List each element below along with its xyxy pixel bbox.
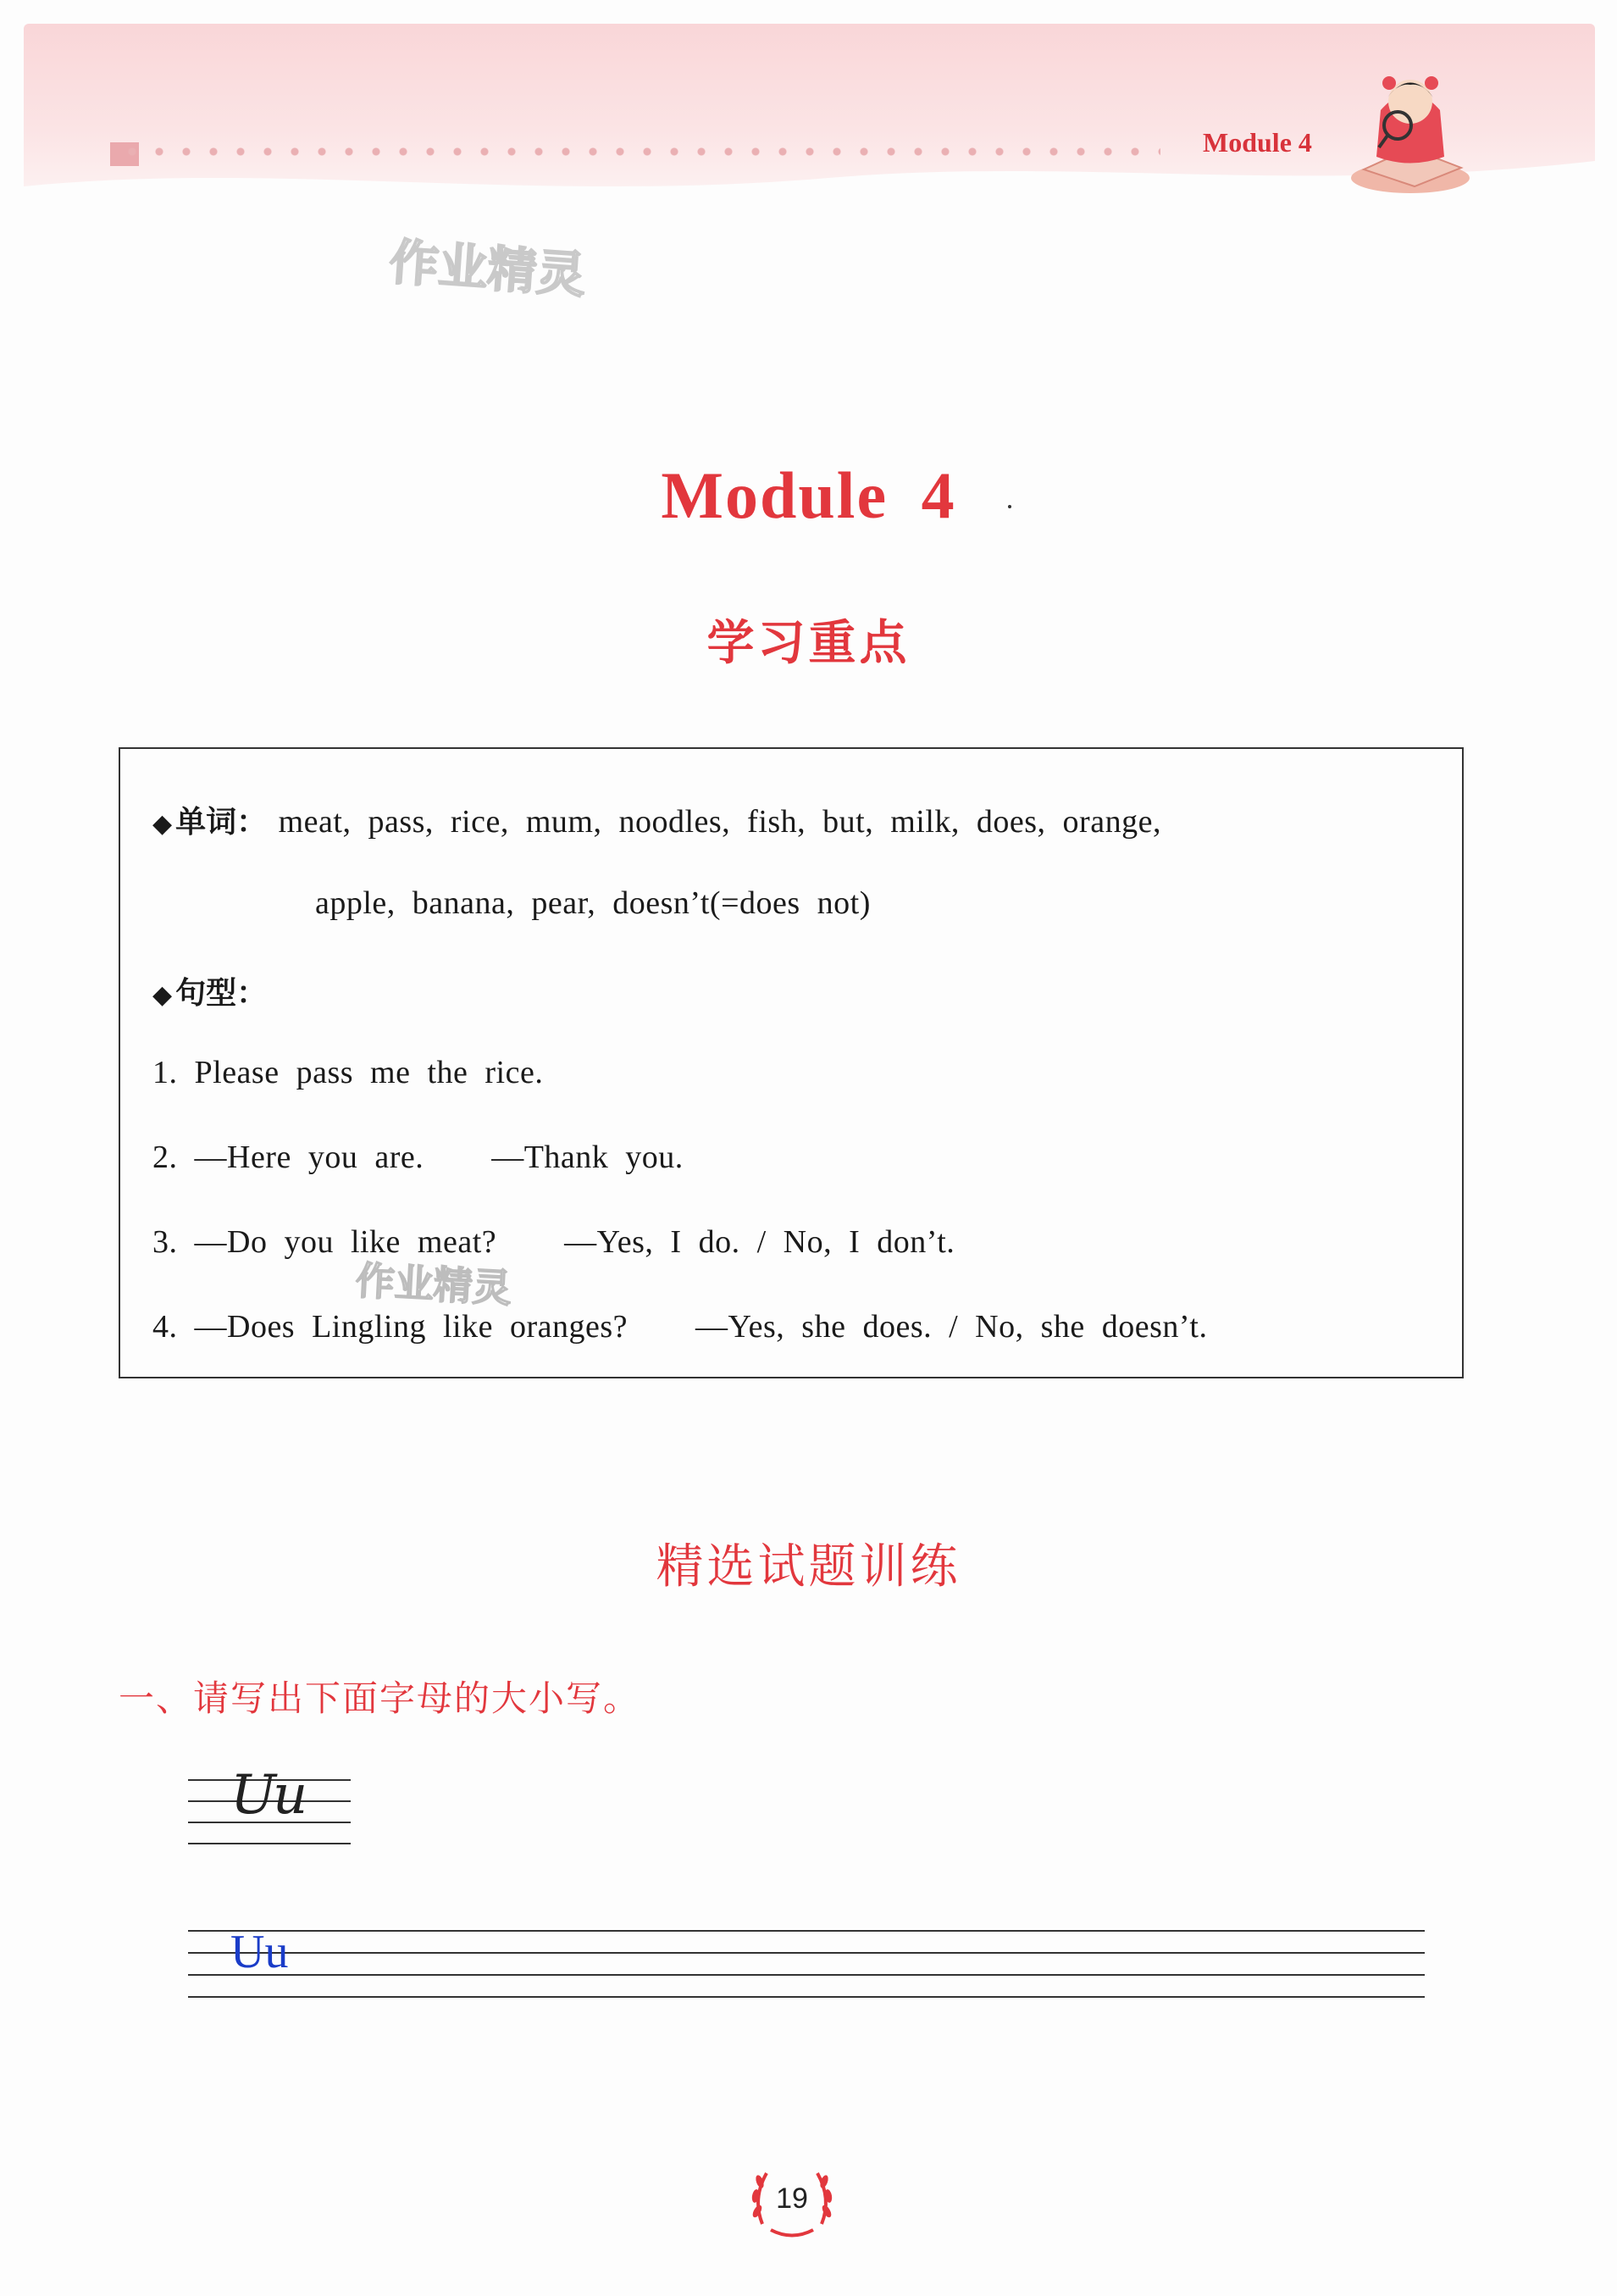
page-title: Module 4 (661, 458, 956, 532)
key-points-box (119, 747, 1464, 1378)
words-label: 单词 (175, 805, 237, 840)
words-line-2: apple, banana, pear, doesn’t(=does not) (315, 885, 871, 921)
cursive-letter-sample: Uu (230, 1764, 305, 1827)
sentence-4: 4. —Does Lingling like oranges? —Yes, she does. / No, she doesn’t. (152, 1309, 1208, 1345)
page-number-badge (745, 2152, 839, 2245)
print-writing-lines[interactable] (188, 1923, 1425, 2004)
exercise-1-heading: 一、请写出下面字母的大小写。 (119, 1678, 641, 1719)
header-dots (119, 146, 1160, 158)
watermark: 作业精灵 (354, 1257, 513, 1312)
sentence-3: 3. —Do you like meat? —Yes, I do. / No, I don’t. (152, 1224, 955, 1260)
watermark: 作业精灵 (387, 232, 588, 304)
reading-girl-icon (1347, 59, 1474, 199)
page-number: 19 (776, 2182, 808, 2215)
study-focus-heading: 学习重点 (706, 616, 911, 671)
words-row: ◆ 单词： meat, pass, rice, mum, noodles, fish, but, milk, does, orange, (152, 804, 1161, 840)
sentence-2: 2. —Here you are. —Thank you. (152, 1140, 684, 1175)
practice-heading: 精选试题训练 (656, 1539, 961, 1594)
sentences-row: ◆ 句型： (152, 976, 268, 1011)
words-line-1: meat, pass, rice, mum, noodles, fish, but, milk, does, orange, (278, 804, 1161, 840)
diamond-bullet-icon: ◆ (152, 981, 173, 1009)
diamond-bullet-icon: ◆ (152, 810, 173, 838)
sentences-label: 句型 (175, 976, 237, 1011)
sentence-1: 1. Please pass me the rice. (152, 1055, 544, 1090)
print-letter-sample: Uu (230, 1926, 289, 1978)
header-module-label: Module 4 (1203, 127, 1312, 158)
stray-dot (1008, 505, 1011, 508)
